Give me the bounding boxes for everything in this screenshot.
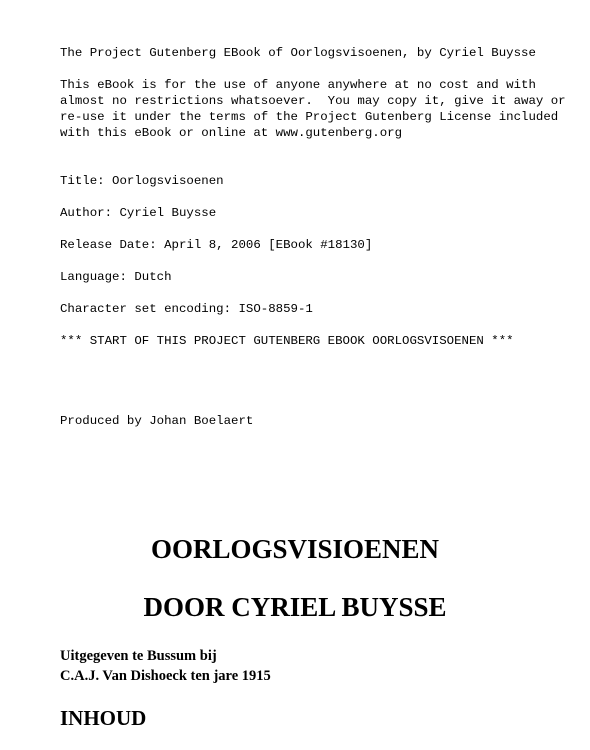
meta-encoding: Character set encoding: ISO-8859-1 [60,302,313,316]
license-line-3: re-use it under the terms of the Project Gutenberg License included [60,110,559,124]
meta-release-date: Release Date: April 8, 2006 [EBook #18130] [60,238,373,252]
license-line-1: This eBook is for the use of anyone anywhere at no cost and with [60,78,536,92]
book-author-line: DOOR CYRIEL BUYSSE [143,592,447,622]
meta-language: Language: Dutch [60,270,172,284]
ebook-header-line: The Project Gutenberg EBook of Oorlogsvisoenen, by Cyriel Buysse [60,46,536,60]
license-line-4: with this eBook or online at www.gutenberg.org [60,126,403,140]
publisher-line-1: Uitgegeven te Bussum bij [60,648,217,664]
start-marker: *** START OF THIS PROJECT GUTENBERG EBOOK OORLOGSVISOENEN *** [60,334,514,348]
meta-title: Title: Oorlogsvisoenen [60,174,224,188]
producer-line: Produced by Johan Boelaert [60,414,254,428]
contents-heading: INHOUD [60,706,147,730]
publisher-line-2: C.A.J. Van Dishoeck ten jare 1915 [60,668,271,684]
meta-author: Author: Cyriel Buysse [60,206,217,220]
book-title: OORLOGSVISIOENEN [150,534,440,564]
license-line-2: almost no restrictions whatsoever. You may copy it, give it away or [60,94,566,108]
